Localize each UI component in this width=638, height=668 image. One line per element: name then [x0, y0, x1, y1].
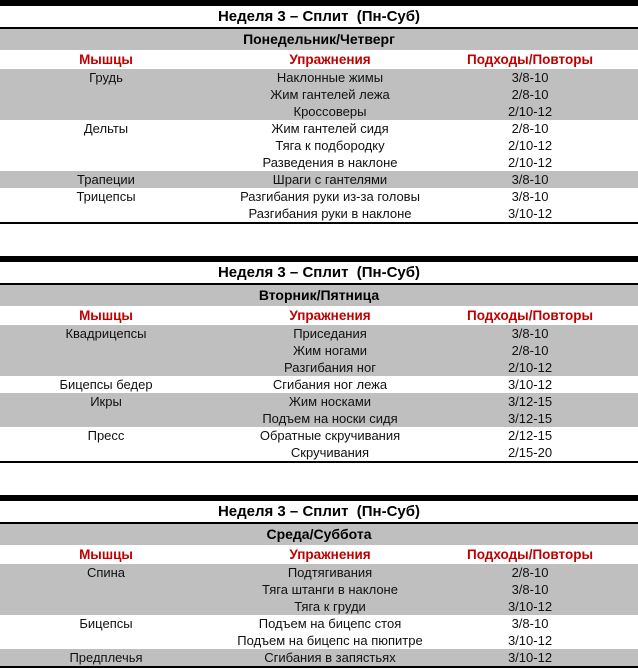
muscle-cell	[0, 103, 212, 120]
spacer-cell	[612, 359, 638, 376]
spacer-cell	[612, 615, 638, 632]
table-row	[0, 359, 638, 376]
sets-cell: 3/8-10	[511, 189, 549, 204]
exercise-cell: Жим носками	[288, 394, 372, 409]
column-header-row	[0, 50, 638, 69]
exercise-cell: Тяга к груди	[294, 599, 366, 614]
spacer-cell	[612, 393, 638, 410]
exercise-cell: Наклонные жимы	[276, 70, 384, 85]
sets-cell: 3/8-10	[511, 616, 549, 631]
muscle-cell	[0, 86, 212, 103]
sets-cell: 2/8-10	[511, 565, 549, 580]
sets-cell: 2/10-12	[507, 155, 553, 170]
table-row	[0, 325, 638, 342]
table-body	[0, 325, 638, 461]
table-row	[0, 342, 638, 359]
spacer-cell	[612, 632, 638, 649]
exercise-cell: Жим ногами	[292, 343, 368, 358]
exercise-cell: Сгибания в запястьях	[264, 650, 396, 665]
exercise-cell: Жим гантелей сидя	[271, 121, 389, 136]
spacer-cell	[612, 86, 638, 103]
sets-cell: 2/12-15	[507, 428, 553, 443]
table-row	[0, 171, 638, 188]
table-gap	[0, 224, 638, 256]
table-row	[0, 69, 638, 86]
exercise-cell: Подтягивания	[287, 565, 373, 580]
spacer-cell	[612, 342, 638, 359]
day-header: Вторник/Пятница	[0, 285, 638, 306]
table-gap	[0, 463, 638, 495]
sets-cell: 3/10-12	[507, 599, 553, 614]
table-row	[0, 103, 638, 120]
spacer-cell	[612, 188, 638, 205]
column-header-exercises: Упражнения	[289, 308, 371, 323]
exercise-cell: Сгибания ног лежа	[272, 377, 388, 392]
spacer-cell	[612, 171, 638, 188]
column-header-row	[0, 306, 638, 325]
muscle-cell	[0, 137, 212, 154]
spacer-cell	[612, 444, 638, 461]
sets-cell: 3/12-15	[507, 394, 553, 409]
muscle-cell: Квадрицепсы	[65, 326, 147, 341]
column-header-sets-reps: Подходы/Повторы	[467, 52, 593, 67]
table-row	[0, 598, 638, 615]
sets-cell: 3/10-12	[507, 650, 553, 665]
exercise-cell: Разгибания руки в наклоне	[248, 206, 412, 221]
spacer-cell	[612, 103, 638, 120]
muscle-cell: Дельты	[83, 121, 129, 136]
column-header-exercises: Упражнения	[289, 52, 371, 67]
table-row	[0, 376, 638, 393]
table-row	[0, 120, 638, 137]
spacer-cell	[612, 598, 638, 615]
table-row	[0, 564, 638, 581]
exercise-cell: Тяга штанги в наклоне	[262, 582, 398, 597]
column-header-spacer	[612, 545, 638, 564]
spacer-cell	[612, 564, 638, 581]
sets-cell: 3/10-12	[507, 377, 553, 392]
spacer-cell	[612, 205, 638, 222]
column-header-sets-reps: Подходы/Повторы	[467, 547, 593, 562]
table-row	[0, 427, 638, 444]
exercise-cell: Скручивания	[290, 445, 370, 460]
table-row	[0, 410, 638, 427]
column-header-row	[0, 545, 638, 564]
table-body	[0, 69, 638, 222]
table-row	[0, 188, 638, 205]
sets-cell: 3/8-10	[511, 172, 549, 187]
column-header-spacer	[612, 306, 638, 325]
muscle-cell	[0, 410, 212, 427]
day-header: Среда/Суббота	[0, 524, 638, 545]
muscle-cell	[0, 632, 212, 649]
column-header-sets-reps: Подходы/Повторы	[467, 308, 593, 323]
muscle-cell: Предплечья	[69, 650, 143, 665]
exercise-cell: Приседания	[293, 326, 367, 341]
table-row	[0, 205, 638, 222]
sets-cell: 2/10-12	[507, 138, 553, 153]
sets-cell: 2/10-12	[507, 360, 553, 375]
exercise-cell: Шраги с гантелями	[272, 172, 388, 187]
sets-cell: 3/8-10	[511, 582, 549, 597]
sets-cell: 3/8-10	[511, 70, 549, 85]
muscle-cell	[0, 342, 212, 359]
sets-cell: 3/8-10	[511, 326, 549, 341]
exercise-cell: Разгибания руки из-за головы	[240, 189, 420, 204]
table-title: Неделя 3 – Сплит (Пн-Суб)	[217, 264, 421, 281]
exercise-cell: Разведения в наклоне	[262, 155, 398, 170]
exercise-cell: Подъем на бицепс на пюпитре	[237, 633, 423, 648]
spacer-cell	[612, 581, 638, 598]
sets-cell: 2/8-10	[511, 343, 549, 358]
table-mon-thu	[0, 0, 638, 224]
exercise-cell: Кроссоверы	[293, 104, 367, 119]
table-row	[0, 137, 638, 154]
spacer-cell	[612, 137, 638, 154]
sets-cell: 3/10-12	[507, 206, 553, 221]
table-row	[0, 615, 638, 632]
exercise-cell: Подъем на носки сидя	[262, 411, 398, 426]
exercise-cell: Тяга к подбородку	[275, 138, 385, 153]
table-title: Неделя 3 – Сплит (Пн-Суб)	[217, 8, 421, 25]
muscle-cell	[0, 359, 212, 376]
muscle-cell	[0, 154, 212, 171]
table-row	[0, 86, 638, 103]
muscle-cell: Бицепсы бедер	[59, 377, 153, 392]
sets-cell: 2/15-20	[507, 445, 553, 460]
table-row	[0, 581, 638, 598]
table-row	[0, 632, 638, 649]
muscle-cell	[0, 581, 212, 598]
spacer-cell	[612, 410, 638, 427]
column-header-muscles: Мышцы	[79, 547, 133, 562]
column-header-muscles: Мышцы	[79, 308, 133, 323]
muscle-cell: Трапеции	[77, 172, 135, 187]
day-header: Понедельник/Четверг	[0, 29, 638, 50]
spacer-cell	[612, 325, 638, 342]
column-header-spacer	[612, 50, 638, 69]
column-header-muscles: Мышцы	[79, 52, 133, 67]
muscle-cell: Икры	[90, 394, 122, 409]
sets-cell: 2/8-10	[511, 121, 549, 136]
spacer-cell	[612, 649, 638, 666]
exercise-cell: Разгибания ног	[284, 360, 376, 375]
muscle-cell: Грудь	[89, 70, 123, 85]
spacer-cell	[612, 376, 638, 393]
table-row	[0, 154, 638, 171]
sets-cell: 2/8-10	[511, 87, 549, 102]
sets-cell: 3/10-12	[507, 633, 553, 648]
table-row	[0, 444, 638, 461]
column-header-exercises: Упражнения	[289, 547, 371, 562]
table-row	[0, 649, 638, 666]
spacer-cell	[612, 427, 638, 444]
table-body	[0, 564, 638, 666]
table-wed-sat	[0, 495, 638, 668]
spacer-cell	[612, 69, 638, 86]
muscle-cell	[0, 598, 212, 615]
exercise-cell: Жим гантелей лежа	[270, 87, 390, 102]
muscle-cell: Трицепсы	[76, 189, 136, 204]
sets-cell: 3/12-15	[507, 411, 553, 426]
exercise-cell: Подъем на бицепс стоя	[258, 616, 402, 631]
spacer-cell	[612, 154, 638, 171]
muscle-cell: Спина	[86, 565, 126, 580]
table-title: Неделя 3 – Сплит (Пн-Суб)	[217, 503, 421, 520]
table-tue-fri	[0, 256, 638, 463]
muscle-cell: Бицепсы	[79, 616, 133, 631]
table-row	[0, 393, 638, 410]
exercise-cell: Обратные скручивания	[259, 428, 401, 443]
muscle-cell: Пресс	[87, 428, 125, 443]
muscle-cell	[0, 444, 212, 461]
muscle-cell	[0, 205, 212, 222]
sets-cell: 2/10-12	[507, 104, 553, 119]
spacer-cell	[612, 120, 638, 137]
